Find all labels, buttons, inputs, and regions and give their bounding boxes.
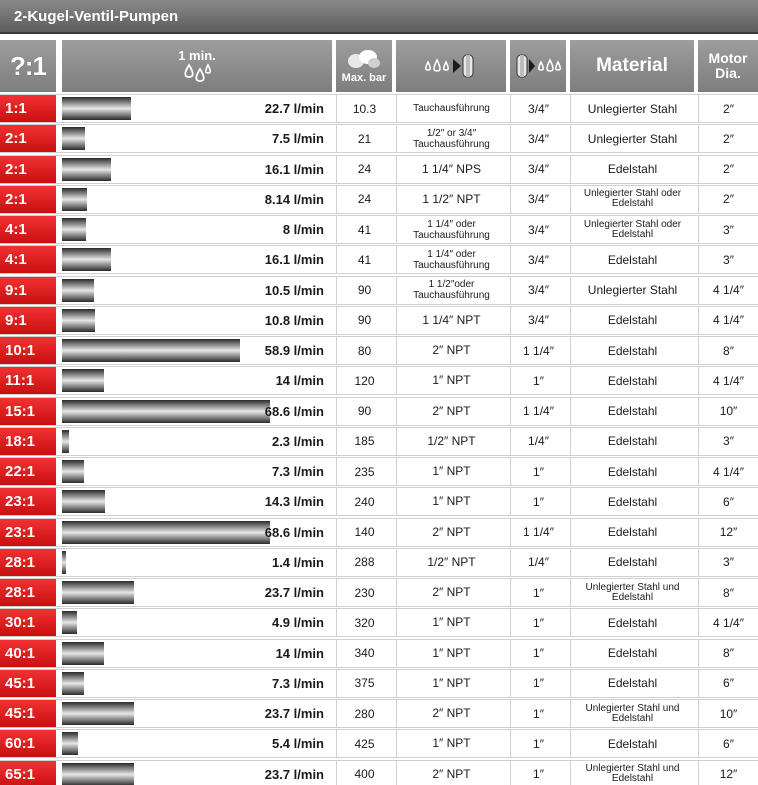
- outlet-cell: 1″: [510, 761, 566, 785]
- motor-cell: 6″: [698, 670, 758, 697]
- flow-cell: [62, 428, 332, 455]
- inlet-cell: 1 1/4″ oder Tauchausführung: [396, 216, 506, 243]
- pressure-header-label: Max. bar: [341, 72, 387, 84]
- flow-bar: [62, 430, 69, 453]
- inlet-cell: 1″ NPT: [396, 458, 506, 485]
- ratio-cell: 4:1: [0, 246, 56, 273]
- flow-value: 5.4 l/min: [271, 736, 324, 752]
- inlet-cell: 1/2″ or 3/4″ Tauchausführung: [396, 125, 506, 152]
- flow-bar: [62, 702, 134, 725]
- flow-cell: [62, 730, 332, 757]
- flow-cell: [62, 307, 332, 334]
- flow-value: 8 l/min: [282, 222, 324, 237]
- flow-value: 7.5 l/min: [271, 131, 324, 147]
- flow-cell: [62, 95, 332, 122]
- table-row: [0, 276, 758, 305]
- table-row: [0, 760, 758, 785]
- outlet-cell: 1 1/4″: [510, 519, 566, 546]
- material-cell: Unlegierter Stahl: [570, 95, 694, 122]
- flow-value: 10.8 l/min: [264, 312, 324, 328]
- flow-bar: [62, 97, 131, 120]
- inlet-cell: 2″ NPT: [396, 337, 506, 364]
- table-row: [0, 699, 758, 728]
- outlet-cell: 3/4″: [510, 307, 566, 334]
- flow-value: 23.7 l/min: [264, 766, 324, 782]
- motor-cell: 6″: [698, 730, 758, 757]
- flow-value: 10.5 l/min: [264, 282, 324, 298]
- flow-bar: [62, 127, 85, 150]
- outlet-cell: 3/4″: [510, 156, 566, 183]
- flow-cell: [62, 519, 332, 546]
- flow-cell: [62, 125, 332, 152]
- inlet-cell: Tauchausführung: [396, 95, 506, 122]
- outlet-cell: 1″: [510, 458, 566, 485]
- flow-bar: [62, 551, 66, 574]
- flow-value: 1.4 l/min: [271, 554, 324, 570]
- inlet-icon: [422, 52, 480, 80]
- title-bar: [0, 0, 758, 34]
- inlet-cell: 1 1/4″ oder Tauchausführung: [396, 246, 506, 273]
- outlet-cell: 3/4″: [510, 95, 566, 122]
- outlet-cell: 3/4″: [510, 216, 566, 243]
- motor-cell: 10″: [698, 700, 758, 727]
- flow-value: 2.3 l/min: [271, 433, 324, 449]
- pressure-cell: 185: [336, 428, 392, 455]
- pressure-cell: 400: [336, 761, 392, 785]
- ratio-cell: 45:1: [0, 670, 56, 697]
- flow-cell: [62, 277, 332, 304]
- inlet-cell: 1/2″ NPT: [396, 428, 506, 455]
- ratio-cell: 45:1: [0, 700, 56, 727]
- inlet-cell: 2″ NPT: [396, 398, 506, 425]
- motor-header: Motor Dia.: [698, 40, 758, 92]
- outlet-cell: 1″: [510, 670, 566, 697]
- inlet-cell: 2″ NPT: [396, 579, 506, 606]
- table-header: [0, 40, 758, 92]
- inlet-cell: 1″ NPT: [396, 640, 506, 667]
- flow-bar: [62, 339, 240, 362]
- material-cell: Edelstahl: [570, 488, 694, 515]
- pressure-cell: 230: [336, 579, 392, 606]
- pressure-cell: 280: [336, 700, 392, 727]
- material-cell: Edelstahl: [570, 670, 694, 697]
- motor-cell: 8″: [698, 579, 758, 606]
- motor-cell: 2″: [698, 186, 758, 213]
- motor-cell: 8″: [698, 640, 758, 667]
- pressure-cell: 41: [336, 216, 392, 243]
- flow-bar: [62, 369, 104, 392]
- flow-cell: [62, 458, 332, 485]
- motor-cell: 12″: [698, 761, 758, 785]
- outlet-cell: 1/4″: [510, 428, 566, 455]
- motor-cell: 6″: [698, 488, 758, 515]
- flow-value: 14 l/min: [275, 645, 324, 661]
- motor-cell: 2″: [698, 125, 758, 152]
- inlet-cell: 2″ NPT: [396, 761, 506, 785]
- material-cell: Edelstahl: [570, 337, 694, 364]
- motor-cell: 4 1/4″: [698, 609, 758, 636]
- motor-cell: 4 1/4″: [698, 458, 758, 485]
- ratio-cell: 65:1: [0, 761, 56, 785]
- material-cell: Edelstahl: [570, 549, 694, 576]
- material-cell: Edelstahl: [570, 428, 694, 455]
- flow-cell: [62, 579, 332, 606]
- outlet-cell: 3/4″: [510, 186, 566, 213]
- motor-cell: 12″: [698, 519, 758, 546]
- flow-bar: [62, 309, 95, 332]
- material-cell: Edelstahl: [570, 730, 694, 757]
- motor-cell: 2″: [698, 156, 758, 183]
- ratio-cell: 28:1: [0, 579, 56, 606]
- pressure-cell: 120: [336, 367, 392, 394]
- inlet-cell: 1/2″ NPT: [396, 549, 506, 576]
- pressure-cell: 425: [336, 730, 392, 757]
- outlet-cell: 1″: [510, 700, 566, 727]
- outlet-icon: [513, 52, 563, 80]
- outlet-cell: 1 1/4″: [510, 398, 566, 425]
- flow-bar: [62, 158, 111, 181]
- ratio-cell: 18:1: [0, 428, 56, 455]
- material-cell: Unlegierter Stahl oder Edelstahl: [570, 186, 694, 213]
- flow-bar: [62, 279, 94, 302]
- pressure-header: [336, 40, 392, 92]
- pressure-cell: 140: [336, 519, 392, 546]
- flow-cell: [62, 700, 332, 727]
- outlet-cell: 1″: [510, 579, 566, 606]
- flow-bar: [62, 248, 111, 271]
- outlet-cell: 1″: [510, 488, 566, 515]
- outlet-cell: 1 1/4″: [510, 337, 566, 364]
- flow-bar: [62, 490, 105, 513]
- flow-cell: [62, 367, 332, 394]
- outlet-cell: 3/4″: [510, 125, 566, 152]
- ratio-cell: 23:1: [0, 519, 56, 546]
- ratio-cell: 28:1: [0, 549, 56, 576]
- inlet-cell: 1″ NPT: [396, 367, 506, 394]
- table-row: [0, 94, 758, 123]
- material-cell: Edelstahl: [570, 519, 694, 546]
- flow-cell: [62, 609, 332, 636]
- ratio-cell: 9:1: [0, 277, 56, 304]
- inlet-cell: 2″ NPT: [396, 700, 506, 727]
- outlet-cell: 1″: [510, 640, 566, 667]
- motor-cell: 3″: [698, 246, 758, 273]
- flow-cell: [62, 246, 332, 273]
- material-cell: Edelstahl: [570, 398, 694, 425]
- flow-value: 4.9 l/min: [271, 615, 324, 631]
- flow-cell: [62, 186, 332, 213]
- flow-bar: [62, 642, 104, 665]
- material-cell: Edelstahl: [570, 307, 694, 334]
- material-cell: Edelstahl: [570, 156, 694, 183]
- flow-bar: [62, 400, 270, 423]
- flow-value: 22.7 l/min: [264, 101, 324, 116]
- inlet-cell: 1 1/4″ NPT: [396, 307, 506, 334]
- table-row: [0, 397, 758, 426]
- flow-bar: [62, 581, 134, 604]
- ratio-cell: 2:1: [0, 125, 56, 152]
- material-cell: Unlegierter Stahl oder Edelstahl: [570, 216, 694, 243]
- flow-bar: [62, 763, 134, 785]
- motor-cell: 3″: [698, 216, 758, 243]
- ratio-header: ?:1: [0, 40, 56, 92]
- material-cell: Edelstahl: [570, 609, 694, 636]
- inlet-cell: 1″ NPT: [396, 609, 506, 636]
- pump-table-body: [0, 94, 758, 785]
- table-row: [0, 608, 758, 637]
- table-row: [0, 215, 758, 244]
- pressure-cell: 21: [336, 125, 392, 152]
- ratio-cell: 30:1: [0, 609, 56, 636]
- material-cell: Unlegierter Stahl: [570, 125, 694, 152]
- material-cell: Edelstahl: [570, 458, 694, 485]
- motor-cell: 4 1/4″: [698, 277, 758, 304]
- flow-cell: [62, 670, 332, 697]
- outlet-cell: 1″: [510, 730, 566, 757]
- inlet-cell: 1″ NPT: [396, 670, 506, 697]
- flow-value: 14.3 l/min: [264, 494, 324, 510]
- table-row: [0, 518, 758, 547]
- ratio-cell: 2:1: [0, 156, 56, 183]
- outlet-header: [510, 40, 566, 92]
- pressure-cell: 235: [336, 458, 392, 485]
- material-header: Material: [570, 40, 694, 92]
- motor-cell: 4 1/4″: [698, 307, 758, 334]
- pressure-cell: 240: [336, 488, 392, 515]
- motor-cell: 3″: [698, 549, 758, 576]
- flow-value: 7.3 l/min: [271, 464, 324, 479]
- flow-cell: [62, 156, 332, 183]
- flow-bar: [62, 611, 77, 634]
- ratio-cell: 4:1: [0, 216, 56, 243]
- flow-bar: [62, 188, 87, 211]
- ratio-cell: 22:1: [0, 458, 56, 485]
- outlet-cell: 3/4″: [510, 277, 566, 304]
- flow-value: 58.9 l/min: [264, 343, 324, 358]
- flow-value: 8.14 l/min: [264, 191, 324, 207]
- flow-cell: [62, 761, 332, 785]
- table-row: [0, 124, 758, 153]
- outlet-cell: 3/4″: [510, 246, 566, 273]
- material-cell: Unlegierter Stahl: [570, 277, 694, 304]
- flow-value: 16.1 l/min: [264, 252, 324, 268]
- inlet-cell: 2″ NPT: [396, 519, 506, 546]
- material-cell: Unlegierter Stahl und Edelstahl: [570, 700, 694, 727]
- ratio-cell: 10:1: [0, 337, 56, 364]
- pressure-cell: 41: [336, 246, 392, 273]
- material-cell: Edelstahl: [570, 246, 694, 273]
- flow-header: [62, 40, 332, 92]
- table-row: [0, 487, 758, 516]
- ratio-cell: 2:1: [0, 186, 56, 213]
- flow-bar: [62, 218, 86, 241]
- page-title: 2-Kugel-Ventil-Pumpen: [14, 8, 179, 25]
- outlet-cell: 1″: [510, 367, 566, 394]
- flow-cell: [62, 640, 332, 667]
- pressure-cell: 288: [336, 549, 392, 576]
- motor-cell: 8″: [698, 337, 758, 364]
- motor-cell: 2″: [698, 95, 758, 122]
- pressure-cell: 24: [336, 186, 392, 213]
- ratio-cell: 11:1: [0, 367, 56, 394]
- ratio-cell: 1:1: [0, 95, 56, 122]
- flow-bar: [62, 732, 78, 755]
- table-row: [0, 548, 758, 577]
- flow-value: 68.6 l/min: [264, 403, 324, 419]
- motor-cell: 3″: [698, 428, 758, 455]
- inlet-cell: 1 1/2″ NPT: [396, 186, 506, 213]
- flow-header-label: 1 min.: [178, 47, 216, 63]
- ratio-cell: 15:1: [0, 398, 56, 425]
- inlet-cell: 1″ NPT: [396, 488, 506, 515]
- material-cell: Edelstahl: [570, 640, 694, 667]
- pressure-cell: 320: [336, 609, 392, 636]
- table-row: [0, 578, 758, 607]
- flow-cell: [62, 488, 332, 515]
- pressure-cell: 10.3: [336, 95, 392, 122]
- inlet-cell: 1 1/4″ NPS: [396, 156, 506, 183]
- material-cell: Edelstahl: [570, 367, 694, 394]
- inlet-cell: 1″ NPT: [396, 730, 506, 757]
- motor-cell: 4 1/4″: [698, 367, 758, 394]
- flow-value: 16.1 l/min: [264, 161, 324, 177]
- table-row: [0, 185, 758, 214]
- flow-cell: [62, 398, 332, 425]
- flow-value: 7.3 l/min: [271, 675, 324, 691]
- ratio-cell: 23:1: [0, 488, 56, 515]
- pressure-cell: 90: [336, 277, 392, 304]
- flow-bar: [62, 672, 84, 695]
- flow-bar: [62, 460, 84, 483]
- ratio-cell: 9:1: [0, 307, 56, 334]
- inlet-cell: 1 1/2″oder Tauchausführung: [396, 277, 506, 304]
- table-row: [0, 245, 758, 274]
- table-row: [0, 639, 758, 668]
- ratio-cell: 40:1: [0, 640, 56, 667]
- table-row: [0, 427, 758, 456]
- table-row: [0, 336, 758, 365]
- table-row: [0, 306, 758, 335]
- flow-value: 23.7 l/min: [264, 706, 324, 721]
- pressure-cell: 375: [336, 670, 392, 697]
- flow-value: 23.7 l/min: [264, 585, 324, 600]
- ratio-cell: 60:1: [0, 730, 56, 757]
- table-row: [0, 366, 758, 395]
- outlet-cell: 1/4″: [510, 549, 566, 576]
- flow-cell: [62, 549, 332, 576]
- table-row: [0, 155, 758, 184]
- pressure-cell: 90: [336, 307, 392, 334]
- material-cell: Unlegierter Stahl und Edelstahl: [570, 579, 694, 606]
- flow-cell: [62, 337, 332, 364]
- inlet-header: [396, 40, 506, 92]
- table-row: [0, 669, 758, 698]
- flow-value: 14 l/min: [275, 373, 324, 389]
- pressure-gauge-icon: [346, 48, 382, 70]
- material-cell: Unlegierter Stahl und Edelstahl: [570, 761, 694, 785]
- outlet-cell: 1″: [510, 609, 566, 636]
- pressure-cell: 90: [336, 398, 392, 425]
- flow-cell: [62, 216, 332, 243]
- flow-bar: [62, 521, 270, 544]
- flow-value: 68.6 l/min: [264, 524, 324, 540]
- table-row: [0, 457, 758, 486]
- pressure-cell: 80: [336, 337, 392, 364]
- pressure-cell: 24: [336, 156, 392, 183]
- table-row: [0, 729, 758, 758]
- droplets-icon: [180, 63, 214, 85]
- motor-cell: 10″: [698, 398, 758, 425]
- pressure-cell: 340: [336, 640, 392, 667]
